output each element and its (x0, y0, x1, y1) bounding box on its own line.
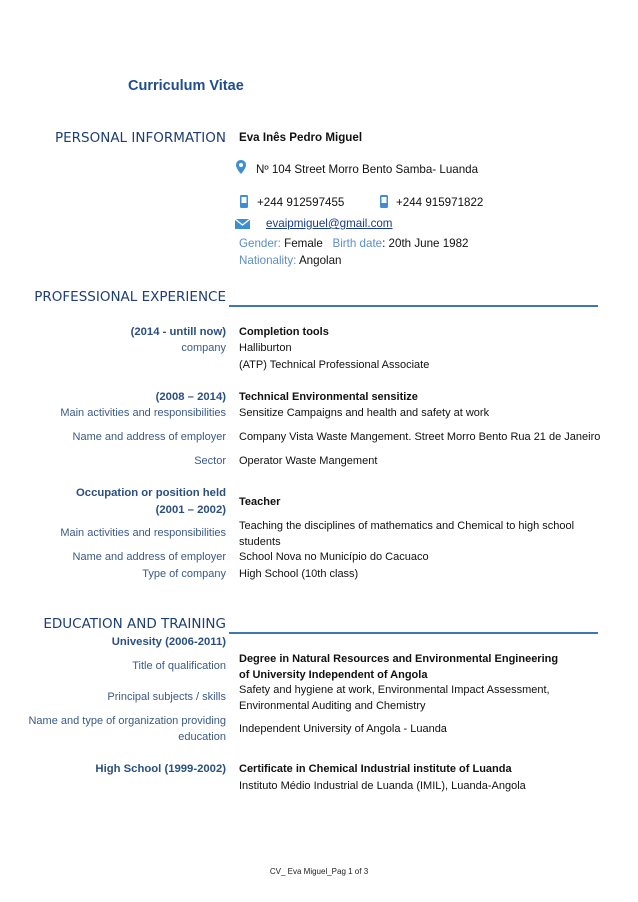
email-link[interactable]: evaipmiguel@gmail.com (266, 217, 393, 230)
job1-company-label: company (181, 342, 226, 354)
job1-company: Halliburton (239, 342, 292, 354)
job2-activities: Sensitize Campaigns and health and safety at work (239, 407, 490, 419)
section-divider (229, 305, 598, 307)
phone-icon (240, 195, 248, 208)
job2-activities-label: Main activities and responsibilities (60, 407, 226, 419)
section-divider (229, 632, 598, 634)
hs-period: High School (1999-2002) (95, 763, 226, 775)
uni-period: Univesity (2006-2011) (111, 636, 226, 648)
section-experience-heading: PROFESSIONAL EXPERIENCE (34, 289, 226, 305)
gender-label: Gender: (239, 237, 281, 250)
gender-birth-line (239, 237, 469, 250)
job2-sector: Operator Waste Mangement (239, 455, 378, 467)
job1-period: (2014 - untill now) (130, 326, 226, 338)
phone-primary: +244 912597455 (257, 196, 345, 209)
job2-sector-label: Sector (194, 455, 226, 467)
nationality-label: Nationality: (239, 254, 297, 267)
location-pin-icon (236, 160, 246, 174)
job1-role: (ATP) Technical Professional Associate (239, 359, 430, 371)
job3-type: High School (10th class) (239, 568, 359, 580)
nationality-line (239, 254, 342, 267)
job3-title: Teacher (239, 496, 281, 508)
uni-subjects: Safety and hygiene at work, Environmental Impact Assessment, Environmental Auditing and Chemistry (239, 684, 550, 712)
page-footer: CV_ Eva Miguel_Pag 1 of 3 (269, 867, 369, 876)
birth-value: : 20th June 1982 (382, 237, 469, 250)
envelope-icon (235, 219, 250, 229)
nationality-value: Angolan (298, 254, 342, 267)
job2-employer-label: Name and address of employer (72, 431, 226, 443)
job3-employer: School Nova no Município do Cacuaco (239, 551, 429, 563)
uni-qual: Degree in Natural Resources and Environmental Engineering of University Independent of Angola (239, 653, 559, 681)
phone-icon (380, 195, 388, 208)
phone-secondary: +244 915971822 (396, 196, 484, 209)
job2-employer: Company Vista Waste Mangement. Street Morro Bento Rua 21 de Janeiro (239, 431, 601, 443)
cv-title: Curriculum Vitae (128, 78, 244, 94)
address: Nº 104 Street Morro Bento Samba- Luanda (256, 163, 479, 176)
gender-value: Female (284, 237, 323, 250)
job3-employer-label: Name and address of employer (72, 551, 226, 563)
job3-activities: Teaching the disciplines of mathematics and Chemical to high school students (239, 520, 575, 548)
section-education-heading: EDUCATION AND TRAINING (43, 616, 226, 632)
hs-org: Instituto Médio Industrial de Luanda (IMIL), Luanda-Angola (239, 780, 526, 792)
uni-org-label: Name and type of organization providing education (28, 715, 226, 743)
birth-label: Birth date (332, 237, 383, 250)
job2-period: (2008 – 2014) (155, 391, 226, 403)
section-personal-heading: PERSONAL INFORMATION (54, 130, 226, 146)
hs-title: Certificate in Chemical Industrial institute of Luanda (239, 763, 512, 775)
job3-occupation-label: Occupation or position held (76, 487, 226, 499)
job3-activities-label: Main activities and responsibilities (60, 527, 226, 539)
uni-qual-label: Title of qualification (132, 660, 226, 672)
job2-title: Technical Environmental sensitize (239, 391, 418, 403)
uni-subjects-label: Principal subjects / skills (107, 691, 226, 703)
job1-title: Completion tools (239, 326, 329, 338)
person-name: Eva Inês Pedro Miguel (239, 131, 363, 144)
job3-period: (2001 – 2002) (155, 504, 226, 516)
job3-type-label: Type of company (142, 568, 226, 580)
uni-org: Independent University of Angola - Luanda (239, 723, 447, 735)
